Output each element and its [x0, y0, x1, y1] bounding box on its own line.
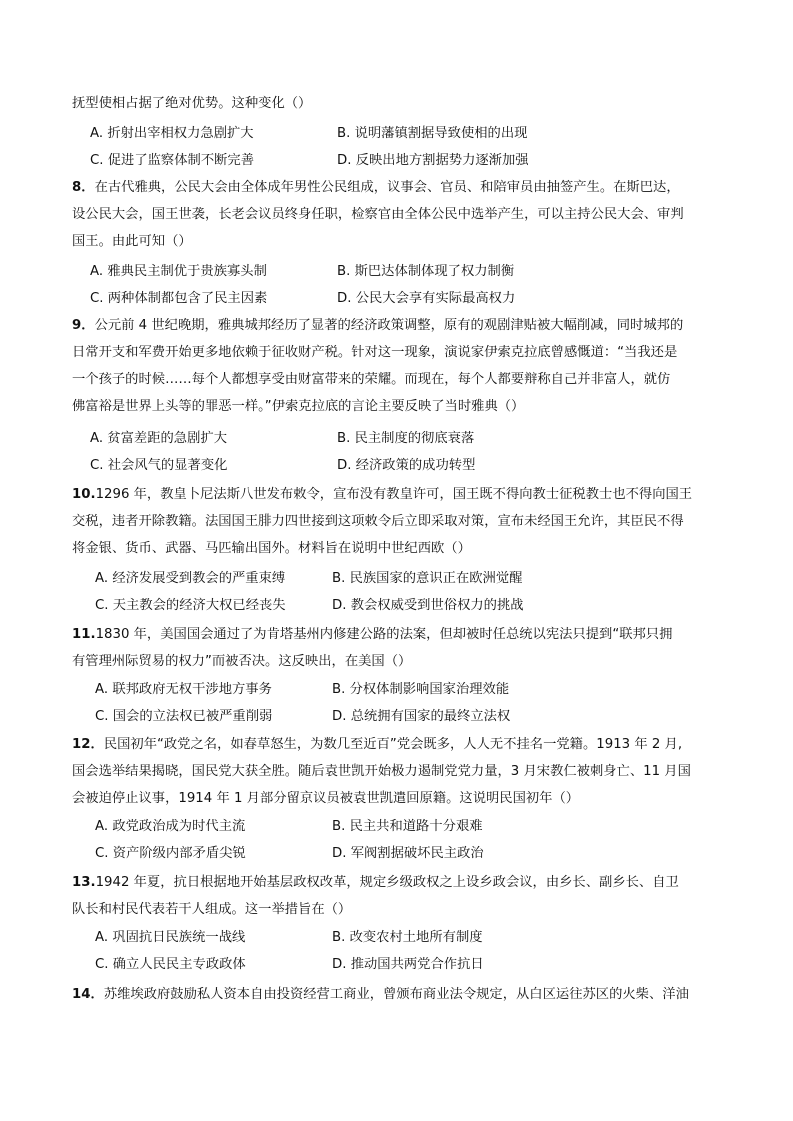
q13-option-c: C. 确立人民民主专政政体 [95, 957, 246, 972]
q8-option-b: B. 斯巴达体制体现了权力制衡 [337, 264, 515, 279]
q9-number: 9． [72, 318, 95, 333]
q8-line-2: 设公民大会，国王世袭，长老会议员终身任职，检察官由全体公民中选举产生，可以主持公民大会、审判 [72, 207, 684, 222]
q9-line-1 [72, 317, 722, 335]
q9-line-2: 日常开支和军费开始更多地依赖于征收财产税。针对这一现象，演说家伊索克拉底曾感慨道：“当我还是 [72, 345, 678, 360]
q9-option-b: B. 民主制度的彻底衰落 [337, 431, 475, 446]
q8-number: 8． [72, 180, 95, 195]
q12-option-c: C. 资产阶级内部矛盾尖锐 [95, 846, 246, 861]
q10-line-1 [72, 486, 722, 504]
q11-line-1 [72, 626, 722, 644]
q12-text-1: 民国初年“政党之名，如春草怒生，为数几至近百”党会既多，人人无不挂名一党籍。1913 年 2 月, [103, 737, 683, 752]
q11-text-1: 1830 年，美国国会通过了为肯塔基州内修建公路的法案，但却被时任总统以宪法只提到“联邦只拥 [95, 627, 673, 642]
q7-option-b: B. 说明藩镇割据导致使相的出现 [337, 126, 528, 141]
q8-option-a: A. 雅典民主制优于贵族寡头制 [90, 264, 267, 279]
q14-text-1: 苏维埃政府鼓励私人资本自由投资经营工商业，曾颁布商业法令规定，从白区运往苏区的火柴、洋油 [103, 987, 689, 1002]
q8-option-c: C. 两种体制都包含了民主因素 [90, 291, 268, 306]
q8-line-3: 国王。由此可知（） [72, 234, 192, 249]
q8-option-d: D. 公民大会享有实际最高权力 [337, 291, 516, 306]
q13-text-1: 1942 年夏，抗日根据地开始基层政权改革，规定乡级政权之上设乡政会议，由乡长、副乡长、自卫 [95, 875, 679, 890]
q10-number: 10. [72, 487, 96, 502]
q8-text-1: 在古代雅典，公民大会由全体成年男性公民组成，议事会、官员、和陪审员由抽签产生。在斯巴达， [94, 180, 680, 195]
q12-line-2: 国会选举结果揭晓，国民党大获全胜。随后袁世凯开始极力遏制党党力量，3 月宋教仁被刺身亡、11 月国 [72, 764, 691, 779]
q12-line-3: 会被迫停止议事，1914 年 1 月部分留京议员被袁世凯遣回原籍。这说明民国初年（） [72, 791, 580, 806]
q14-number: 14． [72, 987, 104, 1002]
q13-line-2: 队长和村民代表若干人组成。这一举措旨在（） [72, 902, 352, 917]
q9-text-1: 公元前 4 世纪晚期，雅典城邦经历了显著的经济政策调整，原有的观剧津贴被大幅削减，同时城邦的 [94, 318, 684, 333]
q10-option-c: C. 天主教会的经济大权已经丧失 [95, 598, 286, 613]
q12-option-a: A. 政党政治成为时代主流 [95, 819, 246, 834]
q12-number: 12． [72, 737, 104, 752]
q13-line-1 [72, 874, 722, 892]
q12-option-d: D. 军阀割据破坏民主政治 [332, 846, 484, 861]
q8-line-1 [72, 179, 722, 197]
q11-line-2: 有管理州际贸易的权力”而被否决。这反映出，在美国（） [72, 654, 412, 669]
q9-option-a: A. 贫富差距的急剧扩大 [90, 431, 227, 446]
q10-line-3: 将金银、货币、武器、马匹输出国外。材料旨在说明中世纪西欧（） [72, 541, 471, 556]
q10-text-1: 1296 年，教皇卜尼法斯八世发布敕令，宣布没有教皇许可，国王既不得向教士征税教士也不得向国王 [95, 487, 693, 502]
q14-line-1 [72, 986, 722, 1004]
q7-option-c: C. 促进了监察体制不断完善 [90, 153, 255, 168]
q9-option-d: D. 经济政策的成功转型 [337, 458, 476, 473]
q11-option-a: A. 联邦政府无权干涉地方事务 [95, 682, 272, 697]
q7-option-d: D. 反映出地方割据势力逐渐加强 [337, 153, 529, 168]
q10-option-b: B. 民族国家的意识正在欧洲觉醒 [332, 571, 523, 586]
q11-number: 11. [72, 627, 96, 642]
q12-line-1 [72, 736, 722, 754]
q10-line-2: 交税，违者开除教籍。法国国王腓力四世接到这项敕令后立即采取对策，宣布未经国王允许，其臣民不得 [72, 514, 684, 529]
q10-option-a: A. 经济发展受到教会的严重束缚 [95, 571, 286, 586]
q9-option-c: C. 社会风气的显著变化 [90, 458, 228, 473]
q11-option-b: B. 分权体制影响国家治理效能 [332, 682, 510, 697]
q13-option-d: D. 推动国共两党合作抗日 [332, 957, 484, 972]
q7-option-a: A. 折射出宰相权力急剧扩大 [90, 126, 254, 141]
q13-option-a: A. 巩固抗日民族统一战线 [95, 930, 246, 945]
q7-tail-line: 抚型使相占据了绝对优势。这种变化（） [72, 96, 312, 111]
q11-option-d: D. 总统拥有国家的最终立法权 [332, 709, 511, 724]
q10-option-d: D. 教会权威受到世俗权力的挑战 [332, 598, 524, 613]
q13-number: 13. [72, 875, 96, 890]
q9-line-3: 一个孩子的时候……每个人都想享受由财富带来的荣耀。而现在，每个人都要辩称自己并非富人，就仿 [72, 372, 671, 387]
q13-option-b: B. 改变农村土地所有制度 [332, 930, 483, 945]
q9-line-4: 佛富裕是世界上头等的罪恶一样。”伊索克拉底的言论主要反映了当时雅典（） [72, 399, 525, 414]
q12-option-b: B. 民主共和道路十分艰难 [332, 819, 483, 834]
q11-option-c: C. 国会的立法权已被严重削弱 [95, 709, 273, 724]
